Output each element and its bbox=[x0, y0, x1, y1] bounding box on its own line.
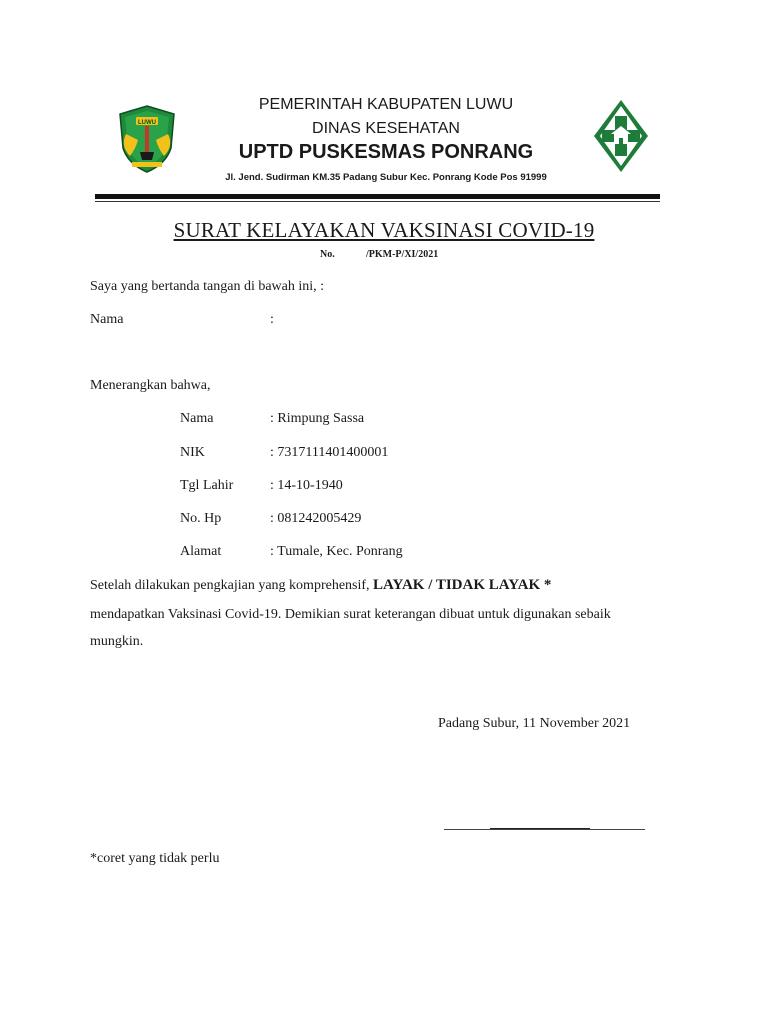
field-label-no-hp: No. Hp bbox=[180, 511, 222, 526]
statement-start: Setelah dilakukan pengkajian yang komprehensif, bbox=[90, 578, 370, 593]
field-label-nama: Nama bbox=[180, 411, 214, 426]
field-value-tgl-lahir: : 14-10-1940 bbox=[270, 478, 343, 493]
document-number-label: No. bbox=[320, 249, 335, 260]
field-label-alamat: Alamat bbox=[180, 544, 222, 559]
signer-name-colon: : bbox=[270, 312, 274, 327]
signer-name-label: Nama bbox=[90, 312, 124, 327]
statement-choice: LAYAK / TIDAK LAYAK * bbox=[373, 577, 552, 593]
letterhead-rule-thin bbox=[95, 201, 660, 202]
statement-line1 bbox=[90, 577, 551, 594]
field-label-nik: NIK bbox=[180, 445, 205, 460]
signature-line bbox=[444, 829, 645, 830]
letterhead-rule-thick bbox=[95, 194, 660, 199]
place-date: Padang Subur, 11 November 2021 bbox=[438, 716, 631, 731]
statement-line3: mungkin. bbox=[90, 634, 144, 649]
field-value-alamat: : Tumale, Kec. Ponrang bbox=[270, 544, 403, 559]
document-title: SURAT KELAYAKAN VAKSINASI COVID-19 bbox=[173, 218, 595, 242]
field-value-no-hp: : 081242005429 bbox=[270, 511, 362, 526]
letterhead-department: DINAS KESEHATAN bbox=[312, 120, 460, 137]
left-logo-text: LUWU bbox=[138, 120, 156, 126]
statement-line2: mendapatkan Vaksinasi Covid-19. Demikian surat keterangan dibuat untuk digunakan sebaik bbox=[90, 607, 611, 622]
letterhead-government: PEMERINTAH KABUPATEN LUWU bbox=[258, 96, 514, 113]
declares-text: Menerangkan bahwa, bbox=[90, 378, 211, 393]
letterhead-address: Jl. Jend. Sudirman KM.35 Padang Subur Kec. Ponrang Kode Pos 91999 bbox=[225, 172, 547, 183]
field-value-nama: : Rimpung Sassa bbox=[270, 411, 365, 426]
document-number: /PKM-P/XI/2021 bbox=[366, 249, 439, 260]
field-label-tgl-lahir: Tgl Lahir bbox=[180, 478, 234, 493]
footnote: *coret yang tidak perlu bbox=[90, 851, 220, 866]
intro-text: Saya yang bertanda tangan di bawah ini, : bbox=[90, 279, 325, 294]
field-value-nik: : 7317111401400001 bbox=[270, 445, 389, 460]
letterhead-institution: UPTD PUSKESMAS PONRANG bbox=[238, 141, 534, 163]
signature-line-accent bbox=[490, 828, 590, 829]
